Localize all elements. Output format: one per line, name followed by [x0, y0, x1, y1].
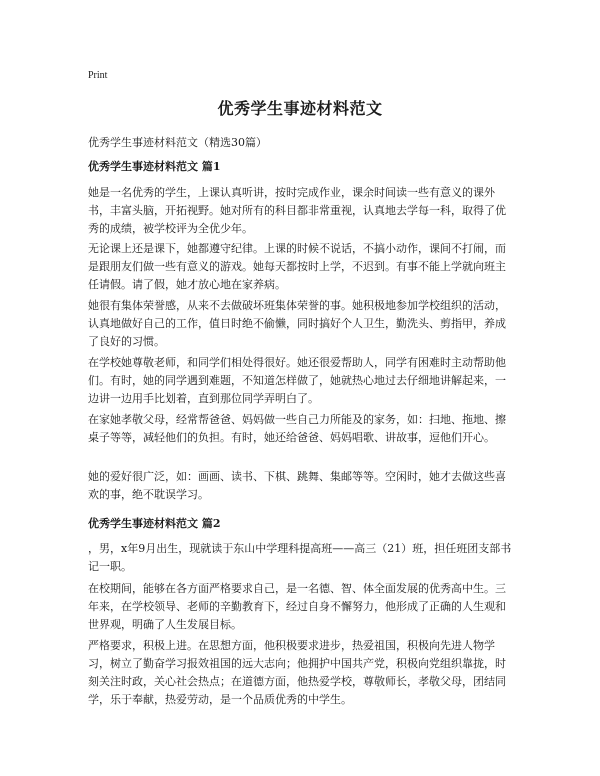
paragraph: ，男，x年9月出生，现就读于东山中学理科提高班——高三（21）班，担任班团支部书记一职。 [88, 542, 512, 573]
section-1-paragraph-4-block [88, 354, 516, 408]
section-1-heading-block [88, 158, 516, 176]
section-1-paragraph-5-block [88, 411, 516, 447]
document-subtitle: 优秀学生事迹材料范文（精选30篇） [88, 136, 267, 149]
section-heading: 优秀学生事迹材料范文 篇1 [88, 160, 221, 173]
paragraph: 无论课上还是课下，她都遵守纪律。上课的时候不说话，不搞小动作，课间不打闹，而是跟朋友们做一些有意义的游戏。她每天都按时上学，不迟到。有事不能上学就向班主任请假。请了假，她才放心地在家养病。 [88, 242, 506, 291]
paragraph: 在学校她尊敬老师，和同学们相处得很好。她还很爱帮助人，同学有困难时主动帮助他们。有时，她的同学遇到难题，不知道怎样做了，她就热心地过去仔细地讲解起来，一边讲一边用手比划着，直到那位同学弄明白了。 [88, 356, 506, 405]
section-1-paragraph-6-block [88, 468, 516, 504]
section-1-paragraph-2-block [88, 240, 516, 294]
section-2-paragraph-3-block [88, 637, 516, 709]
paragraph: 在家她孝敬父母，经常帮爸爸、妈妈做一些自己力所能及的家务，如：扫地、拖地、擦桌子等等，减轻他们的负担。有时，她还给爸爸、妈妈唱歌、讲故事，逗他们开心。 [88, 413, 506, 444]
section-heading: 优秀学生事迹材料范文 篇2 [88, 517, 221, 530]
section-1-paragraph-1-block [88, 184, 516, 238]
section-1-paragraph-3-block [88, 297, 516, 351]
paragraph: 她是一名优秀的学生，上课认真听讲，按时完成作业，课余时间读一些有意义的课外书，丰富头脑，开拓视野。她对所有的科目都非常重视，认真地去学每一科，取得了优秀的成绩，被学校评为全优少年。 [88, 186, 506, 235]
paragraph: 她的爱好很广泛，如：画画、读书、下棋、跳舞、集邮等等。空闲时，她才去做这些喜欢的事，绝不耽误学习。 [88, 470, 506, 501]
paragraph: 在校期间，能够在各方面严格要求自己，是一名德、智、体全面发展的优秀高中生。三年来，在学校领导、老师的辛勤教育下，经过自身不懈努力，他形成了正确的人生观和世界观，明确了人生发展目标。 [88, 582, 506, 631]
paragraph: 严格要求，积极上进。在思想方面，他积极要求进步，热爱祖国，积极向先进人物学习，树立了勤奋学习报效祖国的远大志向；他拥护中国共产党，积极向党组织靠拢，时刻关注时政，关心社会热点；在道德方面，他热爱学校，尊敬师长，孝敬父母，团结同学，乐于奉献，热爱劳动，是一个品质优秀的中学生。 [88, 639, 506, 706]
section-2-paragraph-2-block [88, 580, 516, 634]
section-2-heading-block [88, 515, 516, 533]
print-label: Print [88, 70, 108, 81]
section-2-paragraph-1-block [88, 540, 516, 576]
paragraph: 她很有集体荣誉感，从来不去做破坏班集体荣誉的事。她积极地参加学校组织的活动，认真地做好自己的工作，值日时绝不偷懒，同时搞好个人卫生，勤洗头、剪指甲，养成了良好的习惯。 [88, 299, 506, 348]
document-title: 优秀学生事迹材料范文 [217, 99, 383, 118]
